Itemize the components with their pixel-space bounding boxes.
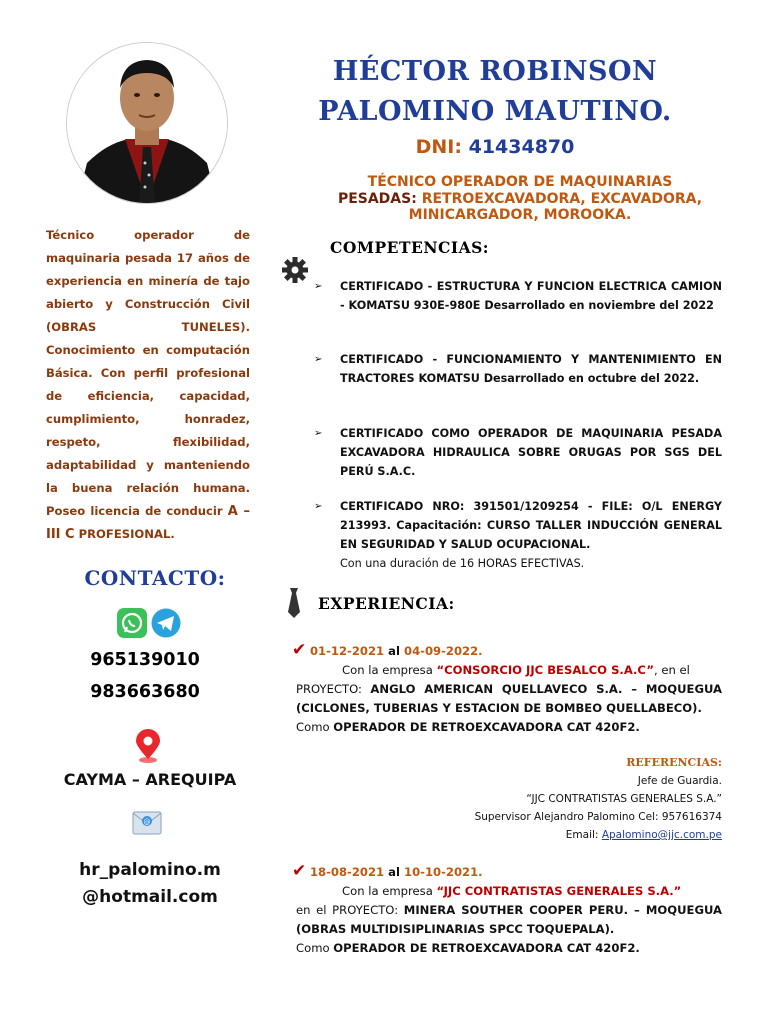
job-after-company: , en el <box>653 663 690 677</box>
bullet-arrow-icon: ➢ <box>314 428 323 439</box>
job-role-label: Como <box>296 941 330 955</box>
name-line-1: HÉCTOR ROBINSON <box>332 56 658 87</box>
contact-title: CONTACTO: <box>84 566 226 590</box>
bullet-arrow-icon: ➢ <box>314 501 323 512</box>
license-class: A – III C <box>46 504 250 542</box>
job-project: MINERA SOUTHER COOPER PERU. – MOQUEGUA (OBRAS MULTIDISIPLINARIAS SPCC TOQUEPALA). <box>296 903 722 936</box>
ref-email-label: Email: <box>565 829 599 841</box>
job-intro: Con la empresa <box>342 663 433 677</box>
location-pin-icon <box>133 729 163 763</box>
check-icon: ✔ <box>292 640 307 660</box>
cert-text: CERTIFICADO COMO OPERADOR DE MAQUINARIA PESADA EXCAVADORA HIDRAULICA SOBRE ORUGAS POR SGS DEL PERÚ S.A.C. <box>340 427 722 478</box>
competencias-title: COMPETENCIAS: <box>330 238 490 257</box>
name-line-2: PALOMINO MAUTINO. <box>318 96 672 127</box>
profile-summary <box>46 224 250 546</box>
cert-item-2 <box>314 350 722 388</box>
job-1 <box>292 640 723 737</box>
job-start: 01-12-2021 <box>309 644 385 658</box>
city: CAYMA – AREQUIPA <box>63 770 237 789</box>
cert-duration: Con una duración de 16 HORAS EFECTIVAS. <box>340 557 585 570</box>
whatsapp-icon <box>117 608 147 638</box>
cert-text: CERTIFICADO NRO: 391501/1209254 - FILE: O/L ENERGY 213993. Capacitación: CURSO TALLER INDUCCIÓN GENERAL EN SEGURIDAD Y SALUD OCUPACIONAL. <box>340 500 722 551</box>
phone-2: 983663680 <box>90 682 200 702</box>
cert-text: CERTIFICADO - ESTRUCTURA Y FUNCION ELECTRICA CAMION - KOMATSU 930E-980E Desarrollado en noviembre del 2022 <box>340 280 722 312</box>
gear-icon <box>281 256 309 284</box>
ref-line-3: Supervisor Alejandro Palomino Cel: 957616374 <box>474 811 722 823</box>
profile-photo <box>66 42 228 204</box>
job-project: ANGLO AMERICAN QUELLAVECO S.A. – MOQUEGUA (CICLONES, TUBERIAS Y ESTACION DE BOMBEO QUELLABECO). <box>296 682 723 715</box>
email-line-2: @hotmail.com <box>82 887 218 907</box>
email-icon <box>132 808 162 838</box>
bullet-arrow-icon: ➢ <box>314 354 323 365</box>
telegram-icon <box>152 609 181 638</box>
cert-item-3 <box>314 424 722 481</box>
referencias-title: REFERENCIAS: <box>626 756 722 769</box>
dni <box>300 136 690 158</box>
dni-label: DNI: <box>415 136 462 158</box>
ref-line-1: Jefe de Guardia. <box>637 775 722 787</box>
experiencia-title: EXPERIENCIA: <box>318 594 455 613</box>
role-line-2a: PESADAS: <box>337 190 417 207</box>
job-project-label: en el PROYECTO: <box>296 903 399 917</box>
job-role-label: Como <box>296 720 330 734</box>
role-line-2b: RETROEXCAVADORA, EXCAVADORA, <box>421 190 703 207</box>
job-role: OPERADOR DE RETROEXCAVADORA CAT 420F2. <box>333 720 640 734</box>
check-icon: ✔ <box>292 861 307 881</box>
svg-text:@: @ <box>143 818 151 826</box>
phone-1: 965139010 <box>90 650 200 670</box>
email-line-1: hr_palomino.m <box>79 860 221 880</box>
ref-line-2: “JJC CONTRATISTAS GENERALES S.A.” <box>526 793 722 805</box>
job-al: al <box>388 644 400 658</box>
job-start: 18-08-2021 <box>309 865 385 879</box>
role-line-1: TÉCNICO OPERADOR DE MAQUINARIAS <box>367 174 673 190</box>
social-icons <box>116 608 182 638</box>
summary-tail: PROFESIONAL. <box>78 527 175 541</box>
ref-email-link[interactable]: Apalomino@jjc.com.pe <box>601 829 722 841</box>
job-end: 10-10-2021. <box>404 865 483 879</box>
dni-value: 41434870 <box>468 136 575 158</box>
cert-item-1 <box>314 277 722 315</box>
job-2 <box>292 861 722 958</box>
bullet-arrow-icon: ➢ <box>314 281 323 292</box>
summary-text: Técnico operador de maquinaria pesada 17 años de experiencia en minería de tajo abierto y Construcción Civil (OBRAS TUNELES). Conocimiento en computación Básica. Con perfil profesional de eficiencia, capacidad, cumplimiento, honradez, respeto, flexibilidad, adaptabilidad y manteniendo la buena relación humana. Poseo licencia de conducir <box>46 228 250 518</box>
cert-text: CERTIFICADO - FUNCIONAMIENTO Y MANTENIMIENTO EN TRACTORES KOMATSU Desarrollado en octubre del 2022. <box>340 353 722 385</box>
job-company: “CONSORCIO JJC BESALCO S.A.C” <box>436 663 654 677</box>
job-intro: Con la empresa <box>342 884 433 898</box>
job-end: 04-09-2022. <box>404 644 483 658</box>
job-title <box>300 174 740 224</box>
role-line-3: MINICARGADOR, MOROOKA. <box>408 207 632 223</box>
job-company: “JJC CONTRATISTAS GENERALES S.A.” <box>436 884 682 898</box>
job-project-label: PROYECTO: <box>296 682 362 696</box>
job-al: al <box>388 865 400 879</box>
cert-item-4 <box>314 497 722 573</box>
tie-icon <box>284 588 304 618</box>
referencias <box>420 754 722 844</box>
job-role: OPERADOR DE RETROEXCAVADORA CAT 420F2. <box>333 941 640 955</box>
